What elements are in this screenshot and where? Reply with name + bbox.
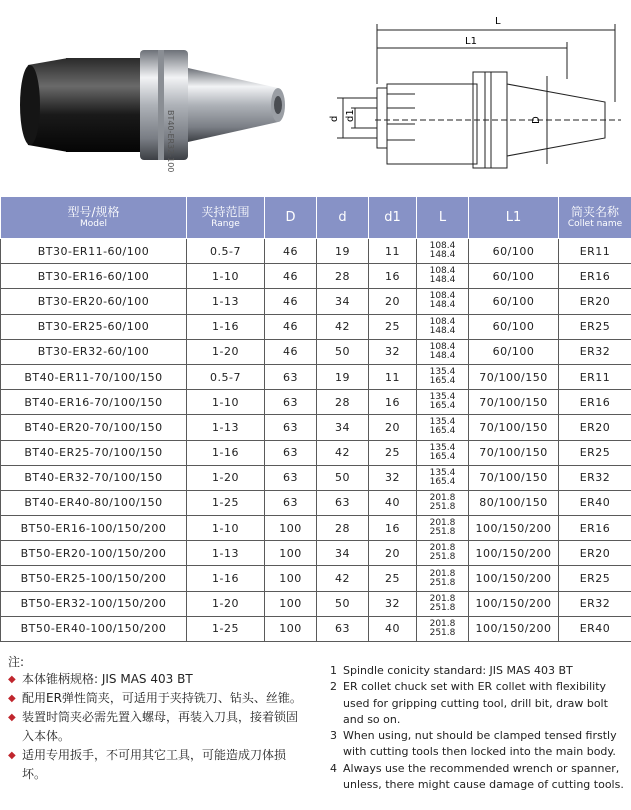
cell-L: 201.8 251.8 [417, 541, 469, 566]
cell-L1: 60/100 [469, 289, 559, 314]
cell-range: 0.5-7 [187, 239, 265, 264]
cell-model: BT30-ER11-60/100 [1, 239, 187, 264]
cell-d1: 40 [369, 616, 417, 641]
cell-model: BT40-ER20-70/100/150 [1, 415, 187, 440]
cell-range: 1-20 [187, 465, 265, 490]
col-range: 夹持范围 Range [187, 197, 265, 239]
cell-range: 1-20 [187, 339, 265, 364]
cell-collet: ER20 [559, 415, 631, 440]
cell-L: 201.8 251.8 [417, 566, 469, 591]
cell-model: BT30-ER32-60/100 [1, 339, 187, 364]
cell-d1: 25 [369, 566, 417, 591]
cell-d: 28 [317, 390, 369, 415]
cell-D: 63 [265, 490, 317, 515]
cell-d1: 32 [369, 465, 417, 490]
diamond-bullet-icon: ◆ [8, 750, 16, 761]
cell-range: 1-16 [187, 314, 265, 339]
cell-d1: 20 [369, 541, 417, 566]
cell-L: 135.4 165.4 [417, 390, 469, 415]
cell-range: 0.5-7 [187, 364, 265, 389]
cell-D: 46 [265, 339, 317, 364]
diamond-bullet-icon: ◆ [8, 712, 16, 723]
cell-model: BT30-ER16-60/100 [1, 264, 187, 289]
note-zh-item: ◆ 适用专用扳手，不可用其它工具，可能造成刀体损坏。 [8, 748, 287, 781]
note-en-item: 3 When using, nut should be clamped tensed firstly with cutting tools then locked into the main body. [330, 729, 617, 759]
cell-range: 1-16 [187, 566, 265, 591]
cell-range: 1-10 [187, 264, 265, 289]
cell-L1: 70/100/150 [469, 390, 559, 415]
cell-range: 1-25 [187, 490, 265, 515]
cell-d: 42 [317, 440, 369, 465]
col-model: 型号/规格 Model [1, 197, 187, 239]
cell-model: BT30-ER20-60/100 [1, 289, 187, 314]
cell-d1: 25 [369, 440, 417, 465]
label-d: d [329, 115, 340, 122]
cell-D: 63 [265, 390, 317, 415]
notes-section [0, 643, 631, 810]
cell-D: 100 [265, 591, 317, 616]
note-en-item: 1 Spindle conicity standard: JIS MAS 403 BT [330, 664, 573, 677]
cell-collet: ER25 [559, 314, 631, 339]
cell-collet: ER32 [559, 591, 631, 616]
cell-L1: 100/150/200 [469, 541, 559, 566]
cell-model: BT50-ER20-100/150/200 [1, 541, 187, 566]
table-row [1, 339, 631, 364]
cell-range: 1-10 [187, 390, 265, 415]
cell-L1: 100/150/200 [469, 591, 559, 616]
cell-collet: ER40 [559, 616, 631, 641]
cell-d: 28 [317, 516, 369, 541]
cell-collet: ER40 [559, 490, 631, 515]
cell-collet: ER25 [559, 440, 631, 465]
cell-model: BT40-ER40-80/100/150 [1, 490, 187, 515]
cell-d: 50 [317, 339, 369, 364]
cell-collet: ER20 [559, 541, 631, 566]
cell-L: 108.4 148.4 [417, 314, 469, 339]
spec-table [0, 196, 631, 642]
label-L1: L1 [465, 36, 477, 47]
cell-L1: 70/100/150 [469, 440, 559, 465]
cell-d1: 20 [369, 289, 417, 314]
cell-d1: 16 [369, 516, 417, 541]
table-row [1, 364, 631, 389]
tool-holder-photo [8, 20, 308, 190]
cell-range: 1-25 [187, 616, 265, 641]
table-row [1, 541, 631, 566]
cell-d1: 16 [369, 390, 417, 415]
cell-d: 28 [317, 264, 369, 289]
cell-D: 46 [265, 264, 317, 289]
label-L: L [495, 16, 501, 27]
diamond-bullet-icon: ◆ [8, 693, 16, 704]
col-collet: 筒夹名称 Collet name [559, 197, 631, 239]
cell-model: BT40-ER11-70/100/150 [1, 364, 187, 389]
cell-L1: 70/100/150 [469, 415, 559, 440]
note-zh-item: ◆ 配用ER弹性筒夹，可适用于夹持铣刀、钻头、丝锥。 [8, 689, 308, 708]
cell-D: 63 [265, 440, 317, 465]
cell-model: BT40-ER25-70/100/150 [1, 440, 187, 465]
cell-collet: ER25 [559, 566, 631, 591]
cell-D: 63 [265, 465, 317, 490]
cell-range: 1-13 [187, 415, 265, 440]
cell-collet: ER32 [559, 465, 631, 490]
col-d1: d1 [369, 197, 417, 239]
notes-zh-list [8, 670, 308, 784]
cell-collet: ER32 [559, 339, 631, 364]
note-en-item: 2 ER collet chuck set with ER collet with flexibility used for gripping cutting tool, drill bit, draw bolt and so on. [330, 680, 608, 726]
technical-drawing [325, 4, 625, 194]
cell-range: 1-13 [187, 541, 265, 566]
cell-d: 50 [317, 591, 369, 616]
cell-model: BT50-ER32-100/150/200 [1, 591, 187, 616]
col-d: d [317, 197, 369, 239]
cell-L1: 60/100 [469, 314, 559, 339]
label-d1: d1 [345, 109, 356, 122]
cell-L: 201.8 251.8 [417, 516, 469, 541]
diamond-bullet-icon: ◆ [8, 674, 16, 685]
cell-D: 100 [265, 541, 317, 566]
cell-L: 108.4 148.4 [417, 339, 469, 364]
cell-L1: 100/150/200 [469, 516, 559, 541]
cell-model: BT40-ER32-70/100/150 [1, 465, 187, 490]
cell-L: 201.8 251.8 [417, 616, 469, 641]
cell-L: 135.4 165.4 [417, 364, 469, 389]
cell-d: 63 [317, 616, 369, 641]
cell-d1: 40 [369, 490, 417, 515]
cell-collet: ER11 [559, 239, 631, 264]
cell-L: 135.4 165.4 [417, 415, 469, 440]
cell-L: 108.4 148.4 [417, 289, 469, 314]
cell-L1: 100/150/200 [469, 566, 559, 591]
cell-L: 201.8 251.8 [417, 591, 469, 616]
cell-D: 63 [265, 415, 317, 440]
cell-L1: 80/100/150 [469, 490, 559, 515]
cell-model: BT30-ER25-60/100 [1, 314, 187, 339]
table-row [1, 289, 631, 314]
cell-d1: 32 [369, 339, 417, 364]
table-header-row [1, 197, 631, 239]
note-zh-item: ◆ 本体锥柄规格: JIS MAS 403 BT [8, 670, 308, 689]
cell-range: 1-20 [187, 591, 265, 616]
cell-L: 135.4 165.4 [417, 440, 469, 465]
table-row [1, 566, 631, 591]
cell-D: 100 [265, 516, 317, 541]
cell-L: 108.4 148.4 [417, 264, 469, 289]
col-D: D [265, 197, 317, 239]
table-row [1, 390, 631, 415]
photo-engraving: BT40-ER32-100 [166, 110, 175, 173]
cell-collet: ER16 [559, 264, 631, 289]
table-row [1, 239, 631, 264]
cell-d1: 32 [369, 591, 417, 616]
table-row [1, 314, 631, 339]
col-L: L [417, 197, 469, 239]
cell-d: 63 [317, 490, 369, 515]
cell-model: BT50-ER16-100/150/200 [1, 516, 187, 541]
cell-d: 50 [317, 465, 369, 490]
cell-collet: ER16 [559, 390, 631, 415]
cell-L1: 100/150/200 [469, 616, 559, 641]
table-row [1, 264, 631, 289]
cell-d: 34 [317, 541, 369, 566]
cell-d: 42 [317, 566, 369, 591]
table-row [1, 465, 631, 490]
cell-d: 19 [317, 364, 369, 389]
cell-model: BT50-ER25-100/150/200 [1, 566, 187, 591]
note-en-item: 4 Always use the recommended wrench or spanner, unless, there might cause damage of cutting tools. [330, 761, 624, 792]
cell-L1: 70/100/150 [469, 364, 559, 389]
cell-d1: 11 [369, 364, 417, 389]
cell-D: 46 [265, 289, 317, 314]
table-row [1, 415, 631, 440]
cell-d1: 11 [369, 239, 417, 264]
cell-model: BT40-ER16-70/100/150 [1, 390, 187, 415]
cell-range: 1-16 [187, 440, 265, 465]
cell-collet: ER11 [559, 364, 631, 389]
cell-d1: 16 [369, 264, 417, 289]
table-row [1, 591, 631, 616]
cell-d: 19 [317, 239, 369, 264]
table-row [1, 440, 631, 465]
cell-L1: 60/100 [469, 339, 559, 364]
cell-model: BT50-ER40-100/150/200 [1, 616, 187, 641]
figure-row [0, 0, 631, 196]
table-row [1, 490, 631, 515]
notes-title: 注: [8, 655, 25, 669]
cell-collet: ER16 [559, 516, 631, 541]
cell-d: 34 [317, 415, 369, 440]
table-row [1, 616, 631, 641]
notes-en-list [330, 663, 628, 793]
cell-d1: 25 [369, 314, 417, 339]
label-D: D [531, 116, 542, 124]
cell-L: 135.4 165.4 [417, 465, 469, 490]
cell-L1: 60/100 [469, 239, 559, 264]
table-row [1, 516, 631, 541]
cell-collet: ER20 [559, 289, 631, 314]
cell-d: 34 [317, 289, 369, 314]
cell-L: 108.4 148.4 [417, 239, 469, 264]
cell-d: 42 [317, 314, 369, 339]
cell-L1: 70/100/150 [469, 465, 559, 490]
cell-range: 1-13 [187, 289, 265, 314]
note-zh-item: ◆ 装置时筒夹必需先置入螺母，再装入刀具，接着锁固入本体。 [8, 710, 299, 743]
cell-D: 46 [265, 239, 317, 264]
cell-D: 46 [265, 314, 317, 339]
cell-D: 100 [265, 566, 317, 591]
cell-d1: 20 [369, 415, 417, 440]
cell-L: 201.8 251.8 [417, 490, 469, 515]
cell-D: 100 [265, 616, 317, 641]
cell-L1: 60/100 [469, 264, 559, 289]
cell-D: 63 [265, 364, 317, 389]
col-L1: L1 [469, 197, 559, 239]
cell-range: 1-10 [187, 516, 265, 541]
